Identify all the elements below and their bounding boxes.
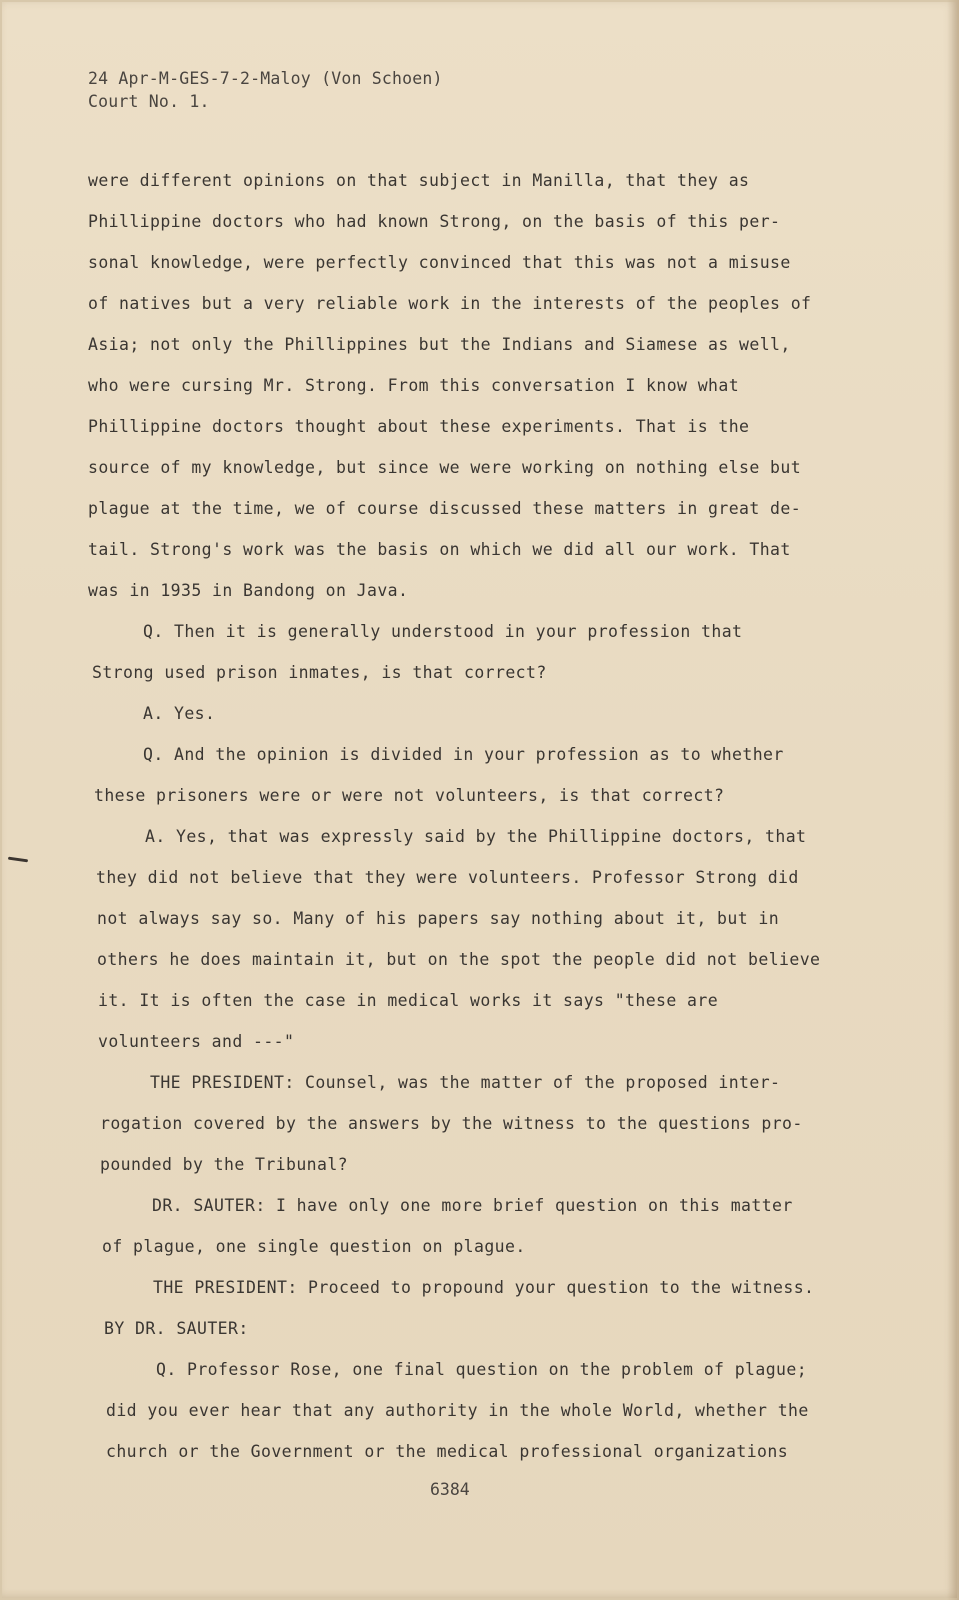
text-line: tail. Strong's work was the basis on which we did all our work. That — [88, 540, 791, 559]
text-line: pounded by the Tribunal? — [100, 1155, 349, 1174]
text-line: plague at the time, we of course discussed these matters in great de- — [88, 499, 802, 518]
text-line: church or the Government or the medical professional organizations — [106, 1442, 789, 1461]
text-line: Strong used prison inmates, is that correct? — [92, 663, 547, 682]
text-line: sonal knowledge, were perfectly convinced that this was not a misuse — [88, 253, 791, 272]
text-line: Q. And the opinion is divided in your profession as to whether — [143, 745, 784, 764]
header-line-2: Court No. 1. — [88, 92, 210, 111]
text-line: of natives but a very reliable work in the interests of the peoples of — [88, 294, 812, 313]
text-line: Q. Then it is generally understood in your profession that — [143, 622, 743, 641]
text-line: THE PRESIDENT: Proceed to propound your question to the witness. — [153, 1278, 815, 1297]
text-line: of plague, one single question on plague. — [102, 1237, 526, 1256]
text-line: rogation covered by the answers by the witness to the questions pro- — [100, 1114, 803, 1133]
text-line: BY DR. SAUTER: — [104, 1319, 249, 1338]
text-line: who were cursing Mr. Strong. From this conversation I know what — [88, 376, 740, 395]
text-line: they did not believe that they were volunteers. Professor Strong did — [96, 868, 799, 887]
text-line: A. Yes, that was expressly said by the Phillippine doctors, that — [145, 827, 807, 846]
margin-mark — [8, 857, 28, 863]
text-line: was in 1935 in Bandong on Java. — [88, 581, 409, 600]
text-line: Phillippine doctors thought about these experiments. That is the — [88, 417, 750, 436]
text-line: did you ever hear that any authority in the whole World, whether the — [106, 1401, 809, 1420]
text-line: not always say so. Many of his papers say nothing about it, but in — [97, 909, 780, 928]
text-line: Phillippine doctors who had known Strong, on the basis of this per- — [88, 212, 781, 231]
text-line: Asia; not only the Phillippines but the Indians and Siamese as well, — [88, 335, 791, 354]
text-line: it. It is often the case in medical works it says "these are — [98, 991, 719, 1010]
page-number: 6384 — [430, 1480, 470, 1499]
page-edge-shadow — [947, 0, 959, 1600]
text-line: DR. SAUTER: I have only one more brief question on this matter — [152, 1196, 793, 1215]
text-line: volunteers and ---" — [98, 1032, 295, 1051]
header-line-1: 24 Apr-M-GES-7-2-Maloy (Von Schoen) — [88, 69, 443, 88]
text-line: were different opinions on that subject in Manilla, that they as — [88, 171, 750, 190]
text-line: THE PRESIDENT: Counsel, was the matter of the proposed inter- — [150, 1073, 781, 1092]
text-line: these prisoners were or were not volunteers, is that correct? — [94, 786, 725, 805]
text-line: source of my knowledge, but since we were working on nothing else but — [88, 458, 802, 477]
text-line: others he does maintain it, but on the spot the people did not believe — [97, 950, 821, 969]
text-line: Q. Professor Rose, one final question on the problem of plague; — [156, 1360, 808, 1379]
text-line: A. Yes. — [143, 704, 216, 723]
